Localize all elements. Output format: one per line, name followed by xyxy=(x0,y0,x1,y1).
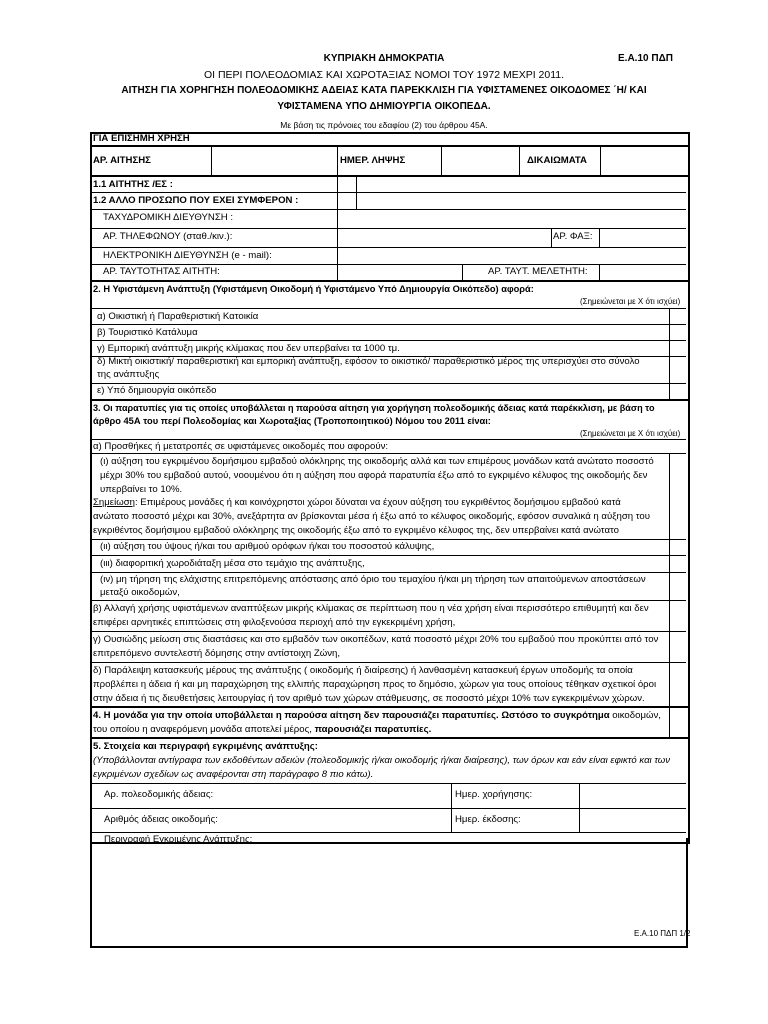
postal-address-label: ΤΑΧΥΔΡΟΜΙΚΗ ΔΙΕΥΘΥΝΣΗ : xyxy=(103,212,234,223)
section5-title: 5. Στοιχεία και περιγραφή εγκριμένης ανάπτυξης: xyxy=(93,741,318,752)
checkbox-tourist[interactable] xyxy=(669,325,686,340)
section2-note: (Σημειώνεται με Χ ότι ισχύει) xyxy=(580,297,681,306)
fax-label: ΑΡ. ΦΑΞ: xyxy=(553,231,593,242)
building-permit-field[interactable] xyxy=(220,809,450,832)
section4-bold: 4. Η μονάδα για την οποία υποβάλλεται η παρούσα αίτηση δεν παρουσιάζει παρατυπίες. Ωστόσο το συγκρότημα xyxy=(93,710,610,721)
study-id-field[interactable] xyxy=(600,265,685,280)
description-label: Περιγραφή Εγκριμένης Ανάπτυξης: xyxy=(104,834,253,845)
application-number-label: ΑΡ. ΑΙΤΗΣΗΣ xyxy=(93,155,151,166)
description-field[interactable] xyxy=(92,848,684,924)
law-title: ΟΙ ΠΕΡΙ ΠΟΛΕΟΔΟΜΙΑΣ ΚΑΙ ΧΩΡΟΤΑΞΙΑΣ ΝΟΜΟΙ ΤΟΥ 1972 ΜΕΧΡΙ 2011. xyxy=(203,69,565,81)
issue-date-label: Ημερ. έκδοσης: xyxy=(455,814,521,825)
section5-sub-line1: (Υποβάλλονται αντίγραφα των εκδοθέντων αδειών (πολεοδομικής ή/και οικοδομής ή/και διαίρεσης), των όρων και εάν είναι εφικτό και των xyxy=(93,755,671,766)
irregularity-g-line1: γ) Ουσιώδης μείωση στις διαστάσεις και στο εμβαδόν των οικοπέδων, κατά ποσοστό μέχρι 20% του εμβαδού που προκύπτει από τον xyxy=(93,634,659,645)
planning-permit-field[interactable] xyxy=(210,784,450,808)
applicants-field[interactable] xyxy=(357,177,685,192)
section3-title-line2: άρθρο 45Α του περί Πολεοδομίας και Χωροταξίας (Τροποποιητικού) Νόμου του 2011 είναι: xyxy=(93,416,491,426)
irregularity-note-line3: εγκριθέντος δομήσιμου εμβαδού ολόκληρης της οικοδομής έξω από το εγκριμένο κέλυφος της, δεν υπερβαίνει κατά ανώτατο xyxy=(93,525,619,536)
other-person-field[interactable] xyxy=(357,193,685,209)
checkbox-residential[interactable] xyxy=(669,309,686,324)
official-use-title: ΓΙΑ ΕΠΙΣΗΜΗ ΧΡΗΣΗ xyxy=(93,133,190,144)
checkbox-irregularity-g[interactable] xyxy=(669,632,686,662)
checkbox-irregularity-ii[interactable] xyxy=(669,540,686,555)
checkbox-irregularity-iv[interactable] xyxy=(669,573,686,600)
section4-rest: οικοδομών, xyxy=(609,710,661,721)
planning-permit-label: Αρ. πολεοδομικής άδειας: xyxy=(104,789,214,800)
irregularity-ii: (ιι) αύξηση του ύψους ή/και του αριθμού ορόφων ή/και του ποσοστού κάλυψης, xyxy=(100,541,435,552)
phone-label: ΑΡ. ΤΗΛΕΦΩΝΟΥ (σταθ./κιν.): xyxy=(103,231,233,242)
receipt-date-label: ΗΜΕΡ. ΛΗΨΗΣ xyxy=(340,155,406,166)
applicant-id-field[interactable] xyxy=(338,265,461,280)
grant-date-field[interactable] xyxy=(580,784,685,808)
option-tourist: β) Τουριστικό Κατάλυμα xyxy=(97,327,198,338)
checkbox-mixed[interactable] xyxy=(669,357,686,383)
irregularity-d-line3: στην άδεια ή τις διευθετήσεις λειτουργίας ή τον αριθμό των χώρων στάθμευσης, σε ποσοστό μέχρι 10% των εγκεκριμένων χώρων. xyxy=(93,693,645,704)
legal-basis: Με βάση τις πρόνοιες του εδαφίου (2) του άρθρου 45Α. xyxy=(280,120,488,130)
irregularity-iv-line1: (ιν) μη τήρηση της ελάχιστης επιτρεπόμενης απόστασης από όριο του τεμαχίου ή/και μη τήρηση των απαιτούμενων αποστάσεων xyxy=(100,574,646,585)
section4-line2 xyxy=(93,724,431,736)
option-residential: α) Οικιστική ή Παραθεριστική Κατοικία xyxy=(97,311,259,322)
fees-label: ΔΙΚΑΙΩΜΑΤΑ xyxy=(527,155,587,166)
postal-address-field[interactable] xyxy=(338,210,685,227)
country-title: ΚΥΠΡΙΑΚΗ ΔΗΜΟΚΡΑΤΙΑ xyxy=(323,53,445,64)
section3-note: (Σημειώνεται με Χ ότι ισχύει) xyxy=(580,429,681,438)
checkbox-irregularity-b[interactable] xyxy=(669,601,686,631)
irregularity-note-line2: ανώτατο ποσοστό μέχρι και 30%, ανεξάρτητα αν βρίσκονται μέσα ή έξω από το κέλυφος οικοδομής, εφόσον συναλικά η αύξηση του xyxy=(93,511,651,522)
irregularity-d-line2: προβλέπει η άδεια ή και μη παραχώρηση της ελλιπής παραχώρηση προς το δημόσιο, χώρων για τους οποίους τέθηκαν σχετικοί όροι xyxy=(93,679,657,690)
receipt-date-field[interactable] xyxy=(442,146,518,175)
form-title-line1: ΑΙΤΗΣΗ ΓΙΑ ΧΟΡΗΓΗΣΗ ΠΟΛΕΟΔΟΜΙΚΗΣ ΑΔΕΙΑΣ ΚΑΤΑ ΠΑΡΕΚΚΛΙΣΗ ΓΙΑ ΥΦΙΣΤΑΜΕΝΕΣ ΟΙΚΟΔΟΜΕΣ ΄Η/ ΚΑΙ xyxy=(121,85,647,96)
section2-title: 2. Η Υφιστάμενη Ανάπτυξη (Υφιστάμενη Οικοδομή ή Υφιστάμενο Υπό Δημιουργία Οικόπεδο) αφορά: xyxy=(93,284,534,294)
checkbox-plot[interactable] xyxy=(669,384,686,399)
section4-line1 xyxy=(93,710,661,722)
option-commercial: γ) Εμπορική ανάπτυξη μικρής κλίμακας που δεν υπερβαίνει τα 1000 τμ. xyxy=(97,343,400,354)
irregularity-a-heading: α) Προσθήκες ή μετατροπές σε υφιστάμενες οικοδομές που αφορούν: xyxy=(93,441,389,452)
fees-field[interactable] xyxy=(601,146,686,175)
checkbox-irregularity-i[interactable] xyxy=(669,454,686,539)
checkbox-irregularity-iii[interactable] xyxy=(669,556,686,572)
note-label: Σημείωση xyxy=(93,497,135,508)
other-person-label: 1.2 ΑΛΛΟ ΠΡΟΣΩΠΟ ΠΟΥ ΕΧΕΙ ΣΥΜΦΕΡΟΝ : xyxy=(93,195,299,206)
issue-date-field[interactable] xyxy=(580,809,685,832)
checkbox-irregularity-d[interactable] xyxy=(669,663,686,706)
section3-title-line1: 3. Οι παρατυπίες για τις οποίες υποβάλλεται η παρούσα αίτηση για χορήγηση πολεοδομικής άδειας κατά παρέκκλιση, με βάση το xyxy=(93,403,655,413)
applicant-id-label: ΑΡ. ΤΑΥΤΟΤΗΤΑΣ ΑΙΤΗΤΗ: xyxy=(103,266,220,277)
section4-line2-bold: παρουσιάζει παρατυπίες. xyxy=(314,724,432,735)
irregularity-iii: (ιιι) διαφοριτική χωροδιάταξη μέσα στο τεμάχιο της ανάπτυξης, xyxy=(100,558,365,569)
irregularity-i-line1: (ι) αύξηση του εγκριμένου δομήσιμου εμβαδού ολόκληρης της οικοδομής αλλά και των επιμέρους μονάδων κατά ανώτατο ποσοστό xyxy=(100,456,654,467)
form-code: Ε.Α.10 ΠΔΠ xyxy=(618,53,673,64)
irregularity-i-line3: υπερβαίνει το 10%. xyxy=(100,484,183,495)
email-label: ΗΛΕΚΤΡΟΝΙΚΗ ΔΙΕΥΘΥΝΣΗ (e - mail): xyxy=(103,250,272,261)
building-permit-label: Αριθμός άδειας οικοδομής: xyxy=(104,814,218,825)
checkbox-section4[interactable] xyxy=(669,708,686,737)
application-number-field[interactable] xyxy=(212,146,336,175)
option-mixed-line2: της ανάπτυξης xyxy=(97,369,160,380)
note-text: : Επιμέρους μονάδες ή και κοινόχρηστοι χώροι δύναται να έχουν αύξηση του εγκριθέντος δομήσιμου εμβαδού κατά xyxy=(134,497,621,508)
irregularity-note-line1 xyxy=(93,497,621,509)
irregularity-i-line2: μέχρι 30% του εμβαδού αυτού, νοουμένου ότι η αύξηση που αφορά παρατυπία έξω από το εγκριμένο κέλυφος της οικοδομής δεν xyxy=(100,470,648,481)
option-plot: ε) Υπό δημιουργία οικόπεδο xyxy=(97,385,217,396)
study-id-label: ΑΡ. ΤΑΥΤ. ΜΕΛΕΤΗΤΗ: xyxy=(488,266,588,277)
section5-sub-line2: εγκριμένων σχεδίων ως αναφέρονται στη παράγραφο 8 πιο κάτω). xyxy=(93,769,374,780)
irregularity-b-line1: β) Αλλαγή χρήσης υφιστάμενων αναπτύξεων μικρής κλίμακας σε περίπτωση που η νέα χρήση είναι περισσότερο επιθυμητή και δεν xyxy=(93,603,649,614)
irregularity-d-line1: δ) Παράλειψη κατασκευής μέρους της ανάπτυξης ( οικοδομής ή διαίρεσης) ή λανθασμένη κατασκευή έργων υποδομής τα οποία xyxy=(93,665,633,676)
email-field[interactable] xyxy=(338,248,685,263)
applicants-label: 1.1 ΑΙΤΗΤΗΣ /ΕΣ : xyxy=(93,179,173,190)
page-footer: Ε.Α.10 ΠΔΠ 1/2 xyxy=(634,929,691,938)
irregularity-iv-line2: μεταξύ οικοδομών, xyxy=(100,587,180,598)
phone-field[interactable] xyxy=(338,229,550,246)
form-title-line2: ΥΦΙΣΤΑΜΕΝΑ ΥΠΟ ΔΗΜΙΟΥΡΓΙΑ ΟΙΚΟΠΕΔΑ. xyxy=(277,101,491,112)
checkbox-commercial[interactable] xyxy=(669,341,686,356)
irregularity-g-line2: επιτρεπόμενο συντελεστή δόμησης στην αντίστοιχη Ζώνη, xyxy=(93,648,341,659)
fax-field[interactable] xyxy=(600,229,685,246)
grant-date-label: Ημερ. χορήγησης: xyxy=(455,789,533,800)
irregularity-b-line2: επιφέρει αρνητικές επιπτώσεις στη φιλοξενούσα περιοχή από την εγκεκριμένη χρήση, xyxy=(93,617,456,628)
section4-line2-text: του οποίου η αναφερόμενη μονάδα αποτελεί μέρος, xyxy=(93,724,315,735)
option-mixed-line1: δ) Μικτή οικιστική/ παραθεριστική και εμπορική ανάπτυξη, εφόσον το οικιστικό/ παραθεριστικό μέρος της υπερισχύει στο σύνολο xyxy=(97,356,640,367)
